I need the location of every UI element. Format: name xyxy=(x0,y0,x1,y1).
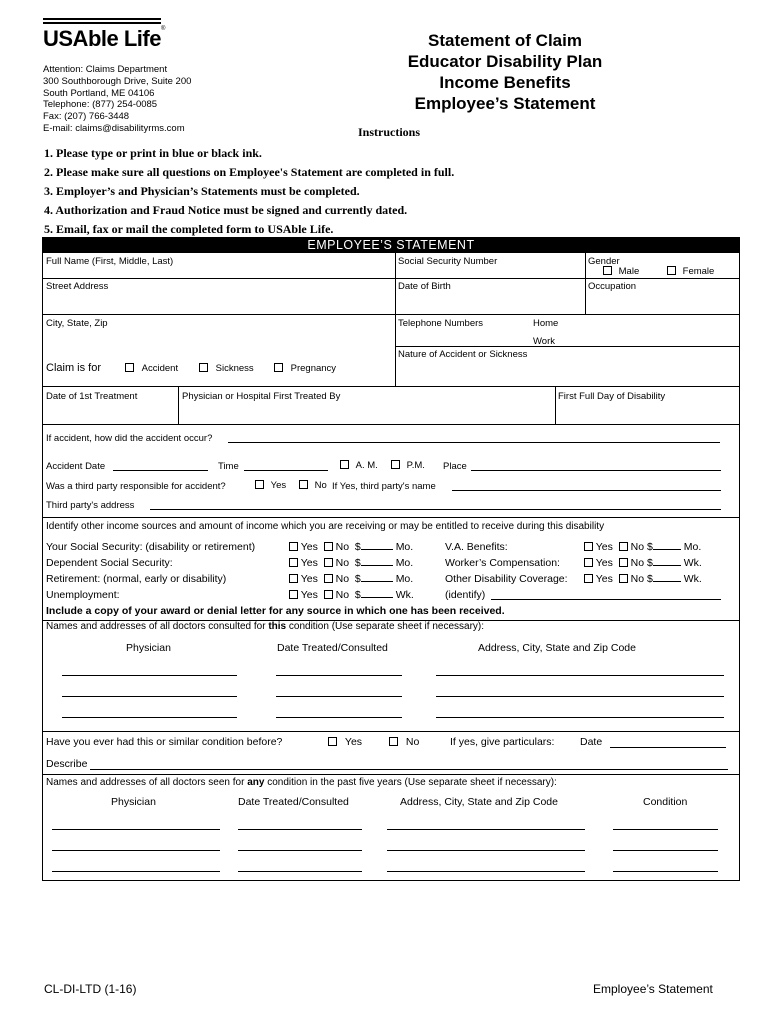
form-code: CL-DI-LTD (1-16) xyxy=(44,982,137,996)
physician-line[interactable] xyxy=(52,850,220,851)
claim-for-label: Claim is for xyxy=(46,362,102,374)
pm-checkbox[interactable] xyxy=(391,460,400,469)
gender-label: Gender xyxy=(588,256,620,267)
income-row: Unemployment: xyxy=(46,589,120,601)
instruction-item: 5. Email, fax or mail the completed form to USAble Life. xyxy=(44,222,334,236)
physician-line[interactable] xyxy=(62,696,237,697)
date-line[interactable] xyxy=(238,829,362,830)
col-date-treated: Date Treated/Consulted xyxy=(277,642,388,654)
first-treatment-field[interactable]: Date of 1st Treatment xyxy=(46,391,138,402)
address-line[interactable] xyxy=(387,871,585,872)
yes-checkbox[interactable] xyxy=(289,574,298,583)
date-line[interactable] xyxy=(276,717,402,718)
date-line[interactable] xyxy=(238,850,362,851)
similar-question: Have you ever had this or similar condition before? xyxy=(46,736,283,748)
condition-line[interactable] xyxy=(613,829,718,830)
address-line[interactable] xyxy=(387,850,585,851)
street-address-field[interactable]: Street Address xyxy=(46,281,109,292)
yes-checkbox[interactable] xyxy=(289,558,298,567)
award-note: Include a copy of your award or denial letter for any source in which one has been received. xyxy=(46,605,505,617)
date-line[interactable] xyxy=(276,675,402,676)
yes-checkbox[interactable] xyxy=(584,558,593,567)
similar-no-checkbox[interactable] xyxy=(389,737,398,746)
third-party-question: Was a third party responsible for accident? xyxy=(46,481,226,492)
third-party-yes[interactable]: Yes xyxy=(255,480,286,491)
instructions-list xyxy=(44,144,454,239)
condition-line[interactable] xyxy=(613,871,718,872)
date-line[interactable] xyxy=(276,696,402,697)
ssn-field[interactable]: Social Security Number xyxy=(398,256,498,267)
gender-male[interactable]: Male xyxy=(603,266,639,277)
third-party-name-label: If Yes, third party's name xyxy=(332,481,436,492)
identify-line[interactable] xyxy=(491,599,721,600)
accident-date-label: Accident Date xyxy=(46,461,106,472)
similar-date-line[interactable] xyxy=(610,747,726,748)
female-checkbox[interactable] xyxy=(667,266,676,275)
no-checkbox[interactable] xyxy=(619,542,628,551)
similar-no[interactable]: No xyxy=(389,736,419,748)
claims-address: Attention: Claims Department 300 Southborough Drive, Suite 200 South Portland, ME 04106 Telephone: (877) 254-0085 Fax: (207) 766-3448 E-mail: claims@disabilityrms.com xyxy=(43,64,192,134)
similar-yes[interactable]: Yes xyxy=(328,736,362,748)
occupation-field[interactable]: Occupation xyxy=(588,281,637,292)
income-options[interactable]: Yes No $ Mo. xyxy=(289,541,413,553)
col-condition: Condition xyxy=(643,796,688,808)
instruction-item: 2. Please make sure all questions on Employee's Statement are completed in full. xyxy=(44,165,455,179)
identify-row[interactable]: (identify) xyxy=(445,589,486,601)
section-header: EMPLOYEE’S STATEMENT xyxy=(42,237,740,253)
pm-option[interactable]: P.M. xyxy=(391,460,425,471)
income-row: Other Disability Coverage: xyxy=(445,573,568,585)
address-line[interactable] xyxy=(436,717,724,718)
date-line[interactable] xyxy=(238,871,362,872)
no-checkbox[interactable] xyxy=(324,542,333,551)
telephone-label: Telephone Numbers xyxy=(398,318,484,329)
physician-line[interactable] xyxy=(52,871,220,872)
income-row: V.A. Benefits: xyxy=(445,541,508,553)
address-line[interactable] xyxy=(436,696,724,697)
pregnancy-checkbox[interactable] xyxy=(274,363,283,372)
income-options[interactable]: Yes No $ Wk. xyxy=(584,557,702,569)
third-party-no[interactable]: No xyxy=(299,480,327,491)
income-intro: Identify other income sources and amount of income which you are receiving or may be entitled to receive during this disability xyxy=(46,521,605,532)
yes-checkbox[interactable] xyxy=(584,542,593,551)
yes-checkbox[interactable] xyxy=(289,590,298,599)
footer-page-name: Employee’s Statement xyxy=(593,982,713,996)
col-physician: Physician xyxy=(126,642,171,654)
nature-field[interactable]: Nature of Accident or Sickness xyxy=(398,349,528,360)
doctors-this-intro: Names and addresses of all doctors consulted for this condition (Use separate sheet if necessary): xyxy=(46,621,485,632)
yes-checkbox[interactable] xyxy=(289,542,298,551)
describe-label: Describe xyxy=(46,758,88,770)
instruction-item: 4. Authorization and Fraud Notice must be signed and currently dated. xyxy=(44,203,408,217)
no-checkbox[interactable] xyxy=(324,590,333,599)
particulars-label: If yes, give particulars: xyxy=(450,736,555,748)
accident-how-line[interactable] xyxy=(228,442,720,443)
instruction-item: 1. Please type or print in blue or black ink. xyxy=(44,146,262,160)
claim-pregnancy[interactable]: Pregnancy xyxy=(274,363,336,374)
address-line[interactable] xyxy=(436,675,724,676)
physician-first-field[interactable]: Physician or Hospital First Treated By xyxy=(182,391,341,402)
no-checkbox[interactable] xyxy=(619,574,628,583)
yes-checkbox[interactable] xyxy=(584,574,593,583)
no-checkbox[interactable] xyxy=(324,574,333,583)
physician-line[interactable] xyxy=(62,675,237,676)
income-row: Dependent Social Security: xyxy=(46,557,173,569)
income-row: Worker’s Compensation: xyxy=(445,557,560,569)
col-date-treated: Date Treated/Consulted xyxy=(238,796,349,808)
third-party-name-line[interactable] xyxy=(452,490,721,491)
physician-line[interactable] xyxy=(52,829,220,830)
income-options[interactable]: Yes No $ Mo. xyxy=(289,573,413,585)
similar-yes-checkbox[interactable] xyxy=(328,737,337,746)
third-party-address-label: Third party's address xyxy=(46,500,135,511)
place-label: Place xyxy=(443,461,467,472)
address-line[interactable] xyxy=(387,829,585,830)
gender-female[interactable]: Female xyxy=(667,266,714,277)
accident-date-line[interactable] xyxy=(113,470,208,471)
similar-date-label: Date xyxy=(580,736,603,748)
usable-life-logo: USAble Life® xyxy=(43,18,165,52)
income-options[interactable]: Yes No $ Mo. xyxy=(289,557,413,569)
col-address: Address, City, State and Zip Code xyxy=(400,796,558,808)
third-party-address-line[interactable] xyxy=(150,509,721,510)
no-checkbox[interactable] xyxy=(619,558,628,567)
full-name-field[interactable]: Full Name (First, Middle, Last) xyxy=(46,256,174,267)
date-of-birth-field[interactable]: Date of Birth xyxy=(398,281,451,292)
first-full-day-field[interactable]: First Full Day of Disability xyxy=(558,391,666,402)
sickness-checkbox[interactable] xyxy=(199,363,208,372)
claim-sickness[interactable]: Sickness xyxy=(199,363,254,374)
am-option[interactable]: A. M. xyxy=(340,460,378,471)
home-phone-field[interactable]: Home xyxy=(533,318,559,329)
instructions-heading: Instructions xyxy=(358,125,421,139)
no-checkbox[interactable] xyxy=(324,558,333,567)
am-checkbox[interactable] xyxy=(340,460,349,469)
form-title: Statement of Claim Educator Disability Plan Income Benefits Employee’s Statement xyxy=(407,31,603,113)
income-options[interactable]: Yes No $ Wk. xyxy=(584,573,702,585)
condition-line[interactable] xyxy=(613,850,718,851)
instruction-item: 3. Employer’s and Physician’s Statements must be completed. xyxy=(44,184,360,198)
income-row: Retirement: (normal, early or disability) xyxy=(46,573,227,585)
accident-checkbox[interactable] xyxy=(125,363,134,372)
work-phone-field[interactable]: Work xyxy=(533,336,555,347)
col-physician: Physician xyxy=(111,796,156,808)
male-checkbox[interactable] xyxy=(603,266,612,275)
place-line[interactable] xyxy=(471,470,721,471)
city-state-zip-field[interactable]: City, State, Zip xyxy=(46,318,108,329)
doctors-any-intro: Names and addresses of all doctors seen for any condition in the past five years (Use separate sheet if necessary): xyxy=(46,777,557,788)
accident-how-label: If accident, how did the accident occur? xyxy=(46,433,213,444)
third-party-yes-checkbox[interactable] xyxy=(255,480,264,489)
third-party-no-checkbox[interactable] xyxy=(299,480,308,489)
income-row: Your Social Security: (disability or retirement) xyxy=(46,541,256,553)
time-line[interactable] xyxy=(244,470,328,471)
time-label: Time xyxy=(218,461,239,472)
describe-line[interactable] xyxy=(90,769,728,770)
physician-line[interactable] xyxy=(62,717,237,718)
col-address: Address, City, State and Zip Code xyxy=(478,642,636,654)
claim-accident[interactable]: Accident xyxy=(125,363,178,374)
logo-text: USAble Life xyxy=(43,26,161,51)
income-options[interactable]: Yes No $ Wk. xyxy=(289,589,414,601)
income-options[interactable]: Yes No $ Mo. xyxy=(584,541,701,553)
